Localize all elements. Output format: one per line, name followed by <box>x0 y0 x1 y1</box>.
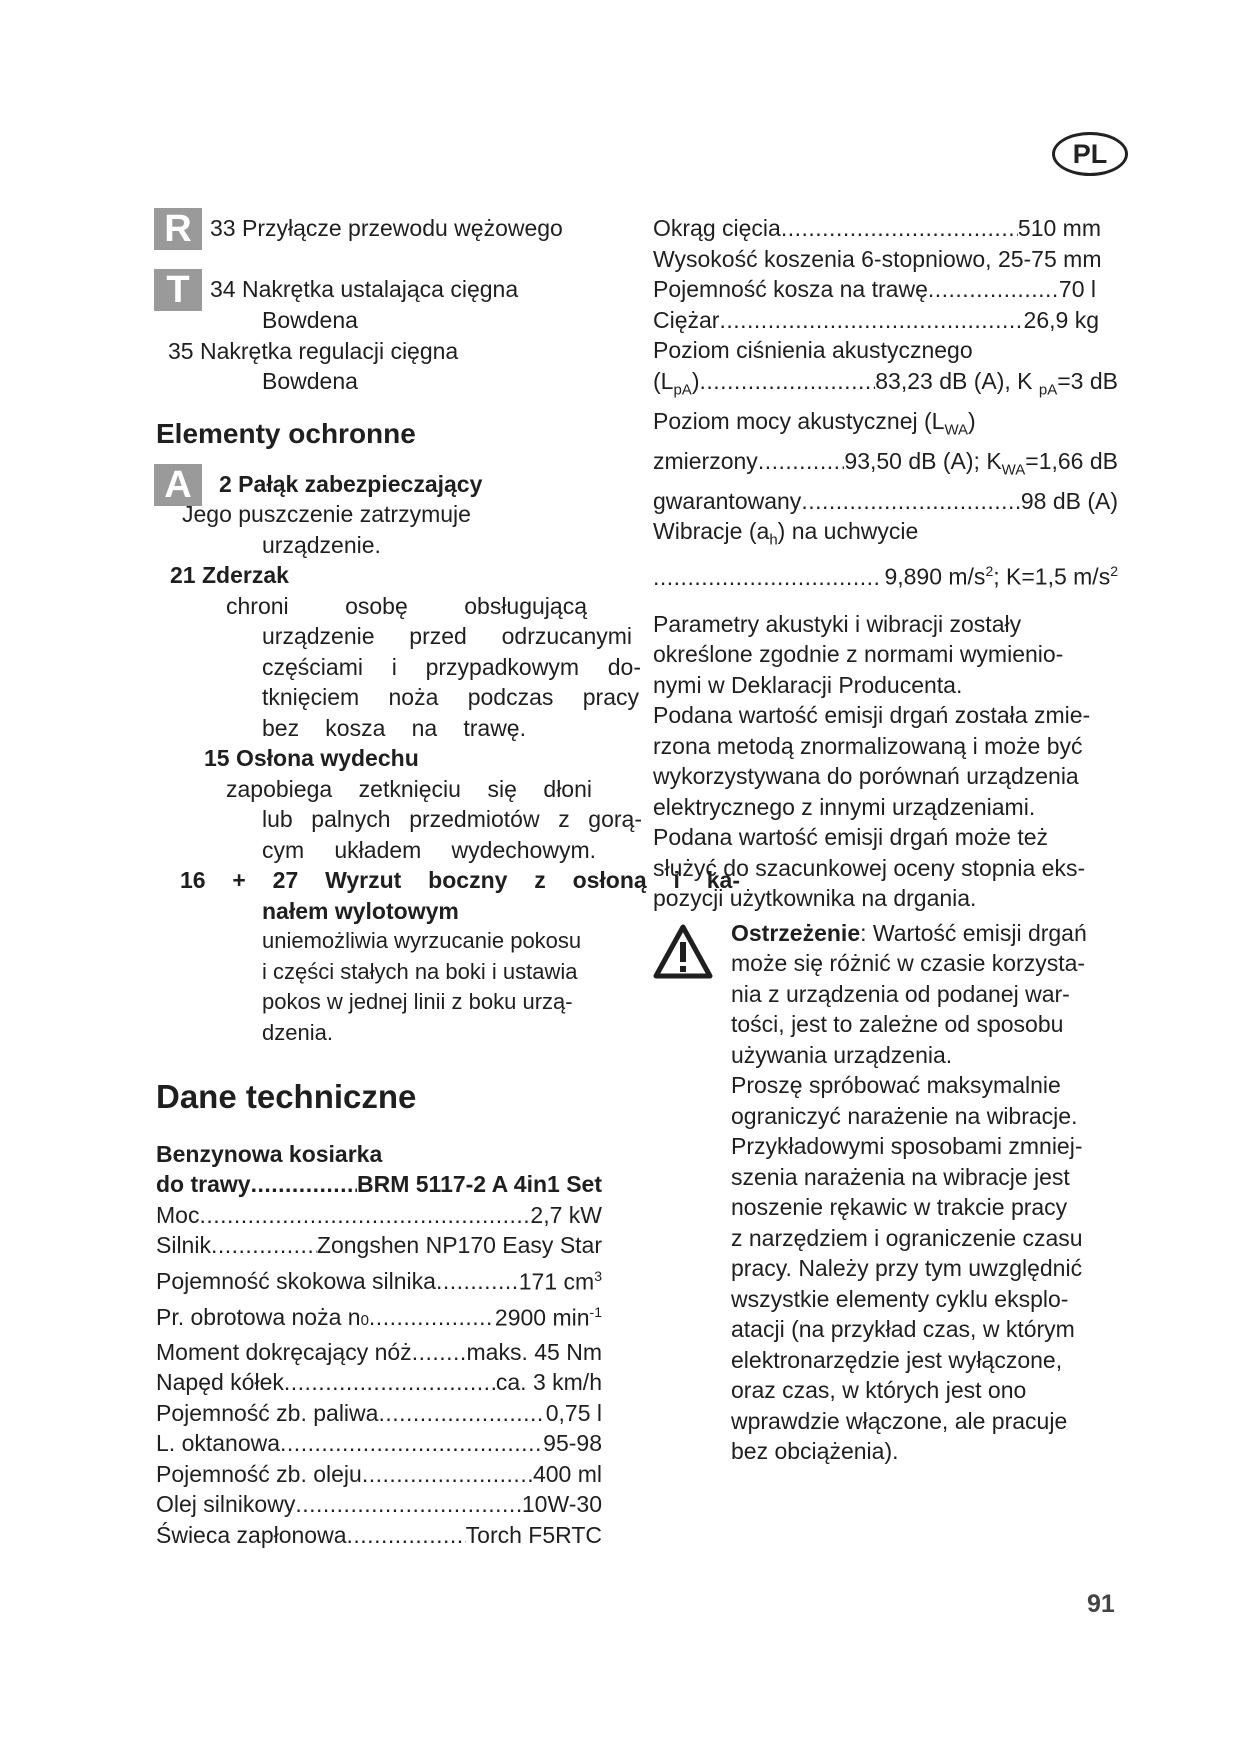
spec-value: 98 dB (A) <box>1020 487 1118 514</box>
note-line: Podana wartość emisji drgań może też <box>653 824 1049 851</box>
warning-line: Proszę spróbować maksymalnie <box>731 1072 1061 1099</box>
warning-line: noszenie rękawic w trakcie pracy <box>731 1194 1068 1221</box>
spec-row <box>156 1489 602 1520</box>
spec-value: ca. 3 km/h <box>495 1369 602 1396</box>
section-letter-t: T <box>154 269 202 311</box>
spec-bag-capacity <box>653 274 1096 305</box>
sound-power-title: Poziom mocy akustycznej $(L_{WA})$ <box>653 407 976 439</box>
warning-line: bez obciążenia). <box>731 1438 899 1465</box>
spec-value: 2900 $\min^{-1}$ <box>494 1303 602 1331</box>
item-2-line: Jego puszczenie zatrzymuje <box>182 501 471 527</box>
item-16-title-cont: nałem wylotowym <box>262 897 459 924</box>
item-35-text: 35 Nakrętka regulacji cięgna <box>168 337 459 364</box>
spec-value: Torch F5RTC <box>465 1521 602 1548</box>
spec-row: Pr. obrotowa noża n 0 ..... 2900 $\min^{-1}$ <box>156 1297 602 1337</box>
product-name: Benzynowa kosiarka <box>156 1140 383 1167</box>
product-model: BRM 5117-2 A 4in1 Set <box>356 1171 602 1197</box>
item-15-line: zapobiega zetknięciu się dłoni <box>226 775 592 802</box>
right-column <box>653 213 1123 1467</box>
spec-value: 70 l <box>1058 276 1096 302</box>
warning-line: Przykładowymi sposobami zmniej- <box>731 1133 1083 1160</box>
spec-row <box>156 1520 602 1551</box>
spec-value: 26,9 kg <box>1023 306 1099 333</box>
spec-row <box>156 1261 602 1297</box>
warning-line: może się różnić w czasie korzysta- <box>731 950 1086 977</box>
spec-label: Silnik <box>156 1232 211 1258</box>
spec-label: Moc <box>156 1201 200 1228</box>
item-21-line: bez kosza na trawę. <box>262 714 526 741</box>
item-15-line: lub palnych przedmiotów z gorą- <box>262 806 642 832</box>
spec-label: Pojemność zb. oleju <box>156 1460 362 1487</box>
item-16-line: pokos w jednej linii z boku urzą- <box>262 989 573 1014</box>
section-letter-r: R <box>154 208 202 250</box>
warning-line: ograniczyć narażenie na wibracje. <box>731 1102 1078 1129</box>
warning-text <box>731 948 1123 1467</box>
part-item-2 <box>156 464 646 506</box>
sound-pressure-row <box>653 366 1118 406</box>
sound-power-measured <box>653 446 1118 486</box>
item-16-title: 16 + 27 Wyrzut boczny z osłoną i ka- <box>180 867 740 893</box>
warning-line: pracy. Należy przy tym uwzględnić <box>731 1255 1083 1282</box>
item-21-line: urządzenie przed odrzucanymi <box>262 623 632 649</box>
warning-line: atacji (na przykład czas, w którym <box>731 1316 1075 1343</box>
part-item-33 <box>156 208 646 274</box>
warning-title: Ostrzeżenie <box>731 919 861 946</box>
item-34-text: 34 Nakrętka ustalająca cięgna <box>210 276 519 302</box>
item-16-line: uniemożliwia wyrzucanie pokosu <box>262 928 582 953</box>
note-line: Parametry akustyki i wibracji zostały <box>653 610 1022 637</box>
spec-value: 400 ml <box>532 1460 602 1487</box>
spec-label: Ciężar <box>653 306 720 333</box>
spec-label: Świeca zapłonowa <box>156 1521 347 1548</box>
spec-value: 93,50 dB (A); $K_{WA}=1,66$ dB <box>844 447 1118 479</box>
spec-row <box>156 1398 602 1429</box>
note-line: rzona metodą znormalizowaną i może być <box>653 732 1083 759</box>
product-model-row <box>156 1169 602 1200</box>
spec-value: 0,75 l <box>545 1399 602 1426</box>
vibration-title: Wibracje $(a_h)$ na uchwycie <box>653 518 919 549</box>
item-15-title: 15 Osłona wydechu <box>204 745 419 771</box>
item-21-line: chroni osobę obsługującą <box>226 592 587 619</box>
warning-line: wprawdzie włączone, ale pracuje <box>731 1407 1068 1434</box>
technical-data-heading: Dane techniczne <box>156 1078 417 1115</box>
spec-row <box>156 1428 602 1459</box>
spec-label: Pr. obrotowa noża n <box>156 1304 361 1331</box>
spec-label: Pojemność skokowa silnika <box>156 1268 436 1295</box>
part-item-34 <box>156 269 646 311</box>
spec-value: 10W-30 <box>521 1491 602 1518</box>
warning-triangle-icon <box>653 924 713 980</box>
spec-label: Moment dokręcający nóż <box>156 1338 412 1365</box>
note-line: służyć do szacunkowej oceny stopnia eks- <box>653 854 1086 881</box>
spec-label: zmierzony <box>653 447 758 474</box>
spec-value: 2,7 kW <box>530 1201 602 1228</box>
item-16-line: dzenia. <box>262 1019 333 1045</box>
spec-row <box>156 1200 602 1231</box>
item-34-cont: Bowdena <box>262 307 358 333</box>
spec-label: L. oktanowa <box>156 1430 281 1457</box>
item-33-text: 33 Przyłącze przewodu wężowego <box>210 215 563 241</box>
note-line: określone zgodnie z normami wymienio- <box>653 641 1064 668</box>
warning-line: oraz czas, w których jest ono <box>731 1377 1027 1404</box>
warning-line: z narzędziem i ograniczenie czasu <box>731 1224 1083 1251</box>
note-line: Podana wartość emisji drgań została zmie- <box>653 702 1091 729</box>
spec-cut-height: Wysokość koszenia 6-stopniowo, 25-75 mm <box>653 245 1102 272</box>
warning-first-line: Ostrzeżenie: Wartość emisji drgań <box>731 919 1087 946</box>
spec-value: Zongshen NP170 Easy Star <box>316 1232 602 1258</box>
item-16-line: i części stałych na boki i ustawia <box>262 958 578 984</box>
product-label: do trawy <box>156 1171 251 1197</box>
spec-cut-circle <box>653 213 1101 244</box>
spec-value: 95-98 <box>543 1430 602 1457</box>
item-2-title: 2 Pałąk zabezpieczający <box>219 471 483 497</box>
spec-value: 510 mm <box>1017 215 1101 241</box>
warning-line: wszystkie elementy cyklu eksplo- <box>731 1285 1069 1312</box>
spec-row <box>156 1337 602 1368</box>
spec-value: maks. 45 Nm <box>466 1338 602 1365</box>
warning-line: tości, jest to zależne od sposobu <box>731 1011 1064 1038</box>
sound-power-guaranteed <box>653 486 1118 517</box>
note-line: pozycji użytkownika na drgania. <box>653 885 977 912</box>
note-line: wykorzystywana do porównań urządzenia <box>653 763 1079 790</box>
page-number: 91 <box>1087 1590 1115 1618</box>
vibration-value: 9,890 $m/s^2$; K=1,5 $m/s^2$ <box>884 563 1118 591</box>
warning-line: elektronarzędzie jest wyłączone, <box>731 1346 1063 1373</box>
section-letter-a: A <box>154 464 202 506</box>
item-21-line: tknięciem noża podczas pracy <box>262 684 639 710</box>
sound-pressure-label: $(L_{pA})$ <box>653 367 700 399</box>
item-21-title: 21 Zderzak <box>170 562 289 588</box>
sound-pressure-title: Poziom ciśnienia akustycznego <box>653 337 973 363</box>
spec-label: gwarantowany <box>653 487 802 514</box>
spec-label: Napęd kółek <box>156 1369 284 1396</box>
warning-line: nia z urządzenia od podanej war- <box>731 980 1070 1007</box>
spec-label: Pojemność zb. paliwa <box>156 1399 379 1426</box>
vibration-row <box>653 556 1118 592</box>
spec-list <box>156 1200 646 1551</box>
spec-value: 171 $cm^3$ <box>518 1267 602 1295</box>
spec-weight <box>653 305 1099 336</box>
language-badge: PL <box>1052 132 1128 176</box>
spec-row <box>156 1367 602 1398</box>
item-35-cont: Bowdena <box>262 368 358 394</box>
protective-elements-heading: Elementy ochronne <box>156 417 416 449</box>
acoustic-notes <box>653 609 1123 914</box>
spec-label: Olej silnikowy <box>156 1491 296 1518</box>
warning-block <box>653 918 1123 1467</box>
spec-row <box>156 1230 602 1261</box>
item-2-line: urządzenie. <box>262 531 381 558</box>
warning-line: używania urządzenia. <box>731 1041 953 1068</box>
note-line: nymi w Deklaracji Producenta. <box>653 671 963 698</box>
item-21-line: częściami i przypadkowym do- <box>262 653 641 680</box>
item-15-line: cym układem wydechowym. <box>262 836 596 863</box>
warning-line: szenia narażenia na wibracje jest <box>731 1163 1070 1190</box>
sound-pressure-value: 83,23 dB (A), K $_{pA}$=3 dB <box>875 367 1118 399</box>
note-line: elektrycznego z innymi urządzeniami. <box>653 793 1036 820</box>
spec-row <box>156 1459 602 1490</box>
spec-label: Okrąg cięcia <box>653 215 781 241</box>
spec-label: Pojemność kosza na trawę <box>653 276 928 302</box>
